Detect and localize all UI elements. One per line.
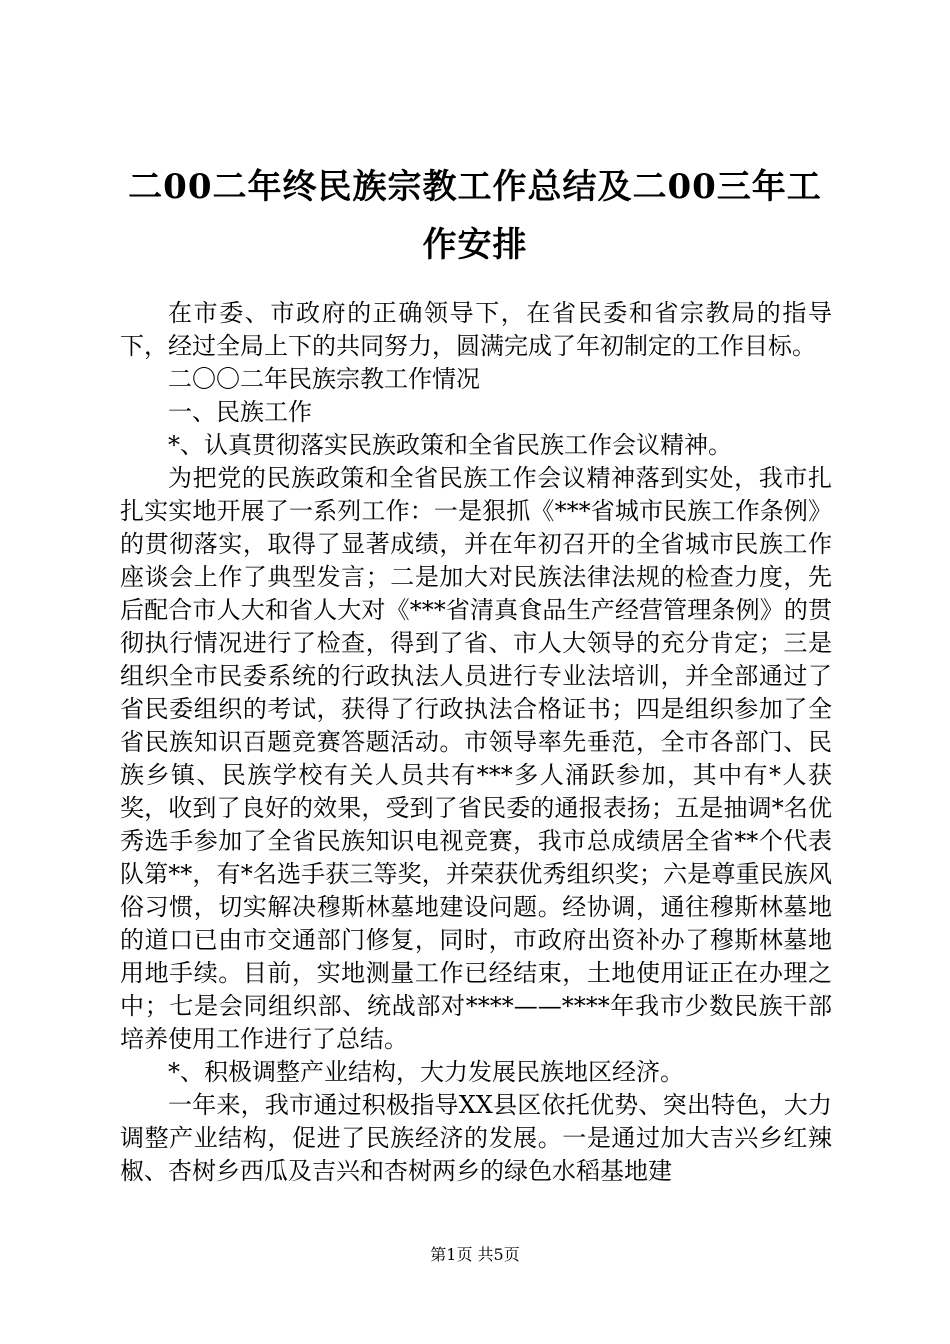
subheading-policy: *、认真贯彻落实民族政策和全省民族工作会议精神。 (168, 431, 732, 459)
section-heading-ethnic-work: 一、民族工作 (168, 398, 312, 426)
section-heading-2002: 二〇〇二年民族宗教工作情况 (168, 365, 480, 393)
document-body (120, 297, 832, 1188)
paragraph-policy-details: 为把党的民族政策和全省民族工作会议精神落到实处，我市扎扎实实地开展了一系列工作：一是狠抓《***省城市民族工作条例》的贯彻落实，取得了显著成绩，并在年初召开的全省城市民族工作座谈会上作了典型发言；二是加大对民族法律法规的检查力度，先后配合市人大和省人大对《***省清真食品生产经营管理条例》的贯彻执行情况进行了检查，得到了省、市人大领导的充分肯定；三是组织全市民委系统的行政执法人员进行专业法培训，并全部通过了省民委组织的考试，获得了行政执法合格证书；四是组织参加了全省民族知识百题竞赛答题活动。市领导率先垂范，全市各部门、民族乡镇、民族学校有关人员共有***多人涌跃参加，其中有*人获奖，收到了良好的效果，受到了省民委的通报表扬；五是抽调*名优秀选手参加了全省民族知识电视竞赛，我市总成绩居全省**个代表队第**，有*名选手获三等奖，并荣获优秀组织奖；六是尊重民族风俗习惯，切实解决穆斯林墓地建设问题。经协调，通往穆斯林墓地的道口已由市交通部门修复，同时，市政府出资补办了穆斯林墓地用地手续。目前，实地测量工作已经结束，土地使用证正在办理之中；七是会同组织部、统战部对****——****年我市少数民族干部培养使用工作进行了总结。 (120, 464, 832, 1053)
paragraph-economy-details: 一年来，我市通过积极指导XX县区依托优势、突出特色，大力调整产业结构，促进了民族经济的发展。一是通过加大吉兴乡红辣椒、杏树乡西瓜及吉兴和杏树两乡的绿色水稻基地建 (120, 1091, 832, 1185)
page-footer: 第1页 共5页 (430, 1245, 520, 1264)
subheading-economy: *、积极调整产业结构，大力发展民族地区经济。 (168, 1058, 684, 1086)
paragraph-intro: 在市委、市政府的正确领导下，在省民委和省宗教局的指导下，经过全局上下的共同努力，圆满完成了年初制定的工作目标。 (120, 299, 832, 360)
document-title: 二00二年终民族宗教工作总结及二00三年工作安排 (128, 167, 822, 265)
